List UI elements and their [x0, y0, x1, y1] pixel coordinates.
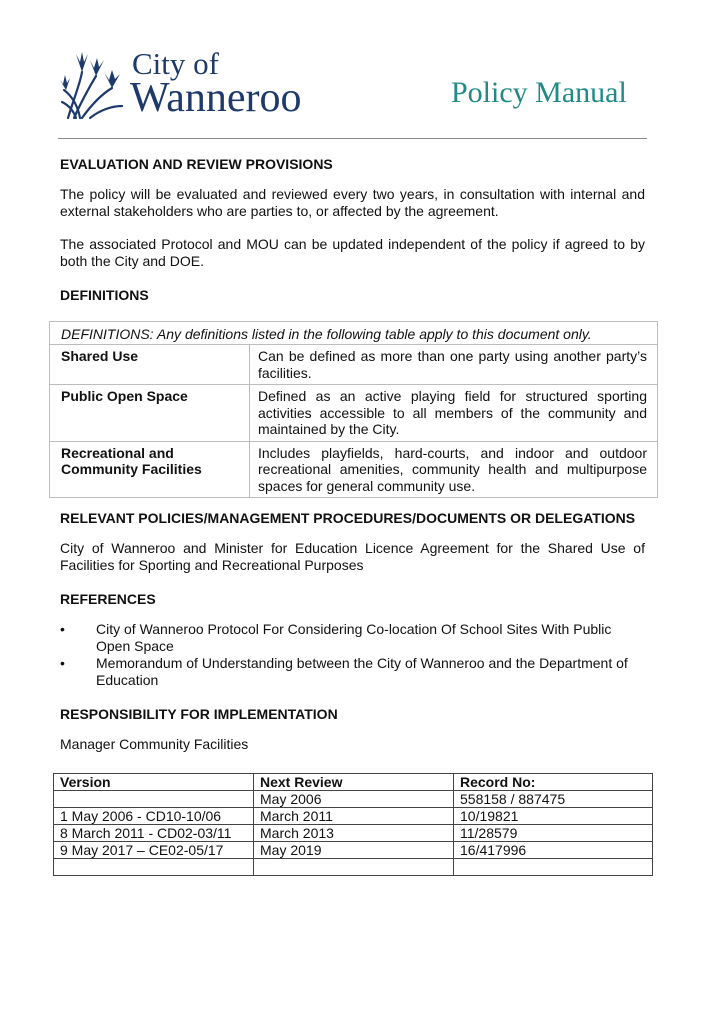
lower-sections — [60, 509, 645, 770]
next-review-cell: March 2013 — [254, 825, 454, 842]
record-no-cell — [454, 859, 653, 876]
record-no-cell: 11/28579 — [454, 825, 653, 842]
responsibility-heading: RESPONSIBILITY FOR IMPLEMENTATION — [60, 706, 338, 722]
table-row — [54, 859, 653, 876]
definition-description: Can be defined as more than one party using another party’s facilities. — [258, 348, 647, 381]
header-divider — [58, 138, 647, 139]
next-review-cell — [254, 859, 454, 876]
record-no-cell: 10/19821 — [454, 808, 653, 825]
next-review-cell: May 2006 — [254, 791, 454, 808]
definition-term: Public Open Space — [50, 385, 250, 441]
logo-text-wanneroo: Wanneroo — [130, 75, 302, 121]
policy-manual-title: Policy Manual — [451, 76, 627, 109]
reference-item: • Memorandum of Understanding between the City of Wanneroo and the Department of Education — [60, 655, 645, 688]
table-row — [54, 825, 653, 842]
definitions-note: DEFINITIONS: Any definitions listed in the following table apply to this document only. — [50, 322, 657, 345]
definition-row — [50, 345, 657, 385]
definition-row — [50, 442, 657, 498]
relevant-heading: RELEVANT POLICIES/MANAGEMENT PROCEDURES/DOCUMENTS OR DELEGATIONS — [60, 510, 636, 526]
version-history-table — [53, 773, 653, 876]
column-header-record-no: Record No: — [454, 774, 653, 791]
definitions-heading: DEFINITIONS — [60, 287, 149, 303]
references-heading: REFERENCES — [60, 591, 156, 607]
column-header-next-review: Next Review — [254, 774, 454, 791]
version-cell — [54, 859, 254, 876]
table-row — [54, 842, 653, 859]
version-cell — [54, 791, 254, 808]
evaluation-paragraph-2: The associated Protocol and MOU can be updated independent of the policy if agreed to by both the City and DOE. — [60, 236, 645, 269]
responsibility-paragraph: Manager Community Facilities — [60, 736, 249, 752]
record-no-cell: 16/417996 — [454, 842, 653, 859]
column-header-version: Version — [54, 774, 254, 791]
table-header-row — [54, 774, 653, 791]
definitions-table — [49, 321, 658, 498]
record-no-cell: 558158 / 887475 — [454, 791, 653, 808]
definition-term: Shared Use — [50, 345, 250, 384]
table-row — [54, 791, 653, 808]
evaluation-heading: EVALUATION AND REVIEW PROVISIONS — [60, 156, 333, 172]
next-review-cell: March 2011 — [254, 808, 454, 825]
definition-description: Includes playfields, hard-courts, and indoor and outdoor recreational amenities, community health and multipurpose spaces for general community use. — [258, 444, 647, 494]
relevant-paragraph: City of Wanneroo and Minister for Education Licence Agreement for the Shared Use of Facilities for Sporting and Recreational Purposes — [60, 540, 645, 573]
definition-row — [50, 385, 657, 442]
next-review-cell: May 2019 — [254, 842, 454, 859]
version-cell: 1 May 2006 - CD10-10/06 — [54, 808, 254, 825]
version-cell: 9 May 2017 – CE02-05/17 — [54, 842, 254, 859]
reference-item: • City of Wanneroo Protocol For Considering Co-location Of School Sites With Public Open Space — [60, 621, 645, 654]
definition-description: Defined as an active playing field for structured sporting activities accessible to all members of the community and maintained by the City. — [258, 388, 647, 437]
evaluation-section — [60, 155, 645, 317]
city-logo — [60, 46, 330, 124]
references-list — [60, 621, 645, 688]
wanneroo-plant-icon — [60, 50, 126, 120]
definition-term: Recreational and Community Facilities — [50, 442, 250, 498]
version-cell: 8 March 2011 - CD02-03/11 — [54, 825, 254, 842]
table-row — [54, 808, 653, 825]
logo-text-city-of: City of — [132, 46, 219, 81]
evaluation-paragraph-1: The policy will be evaluated and reviewed every two years, in consultation with internal and external stakeholders who are parties to, or affected by the agreement. — [60, 186, 645, 219]
